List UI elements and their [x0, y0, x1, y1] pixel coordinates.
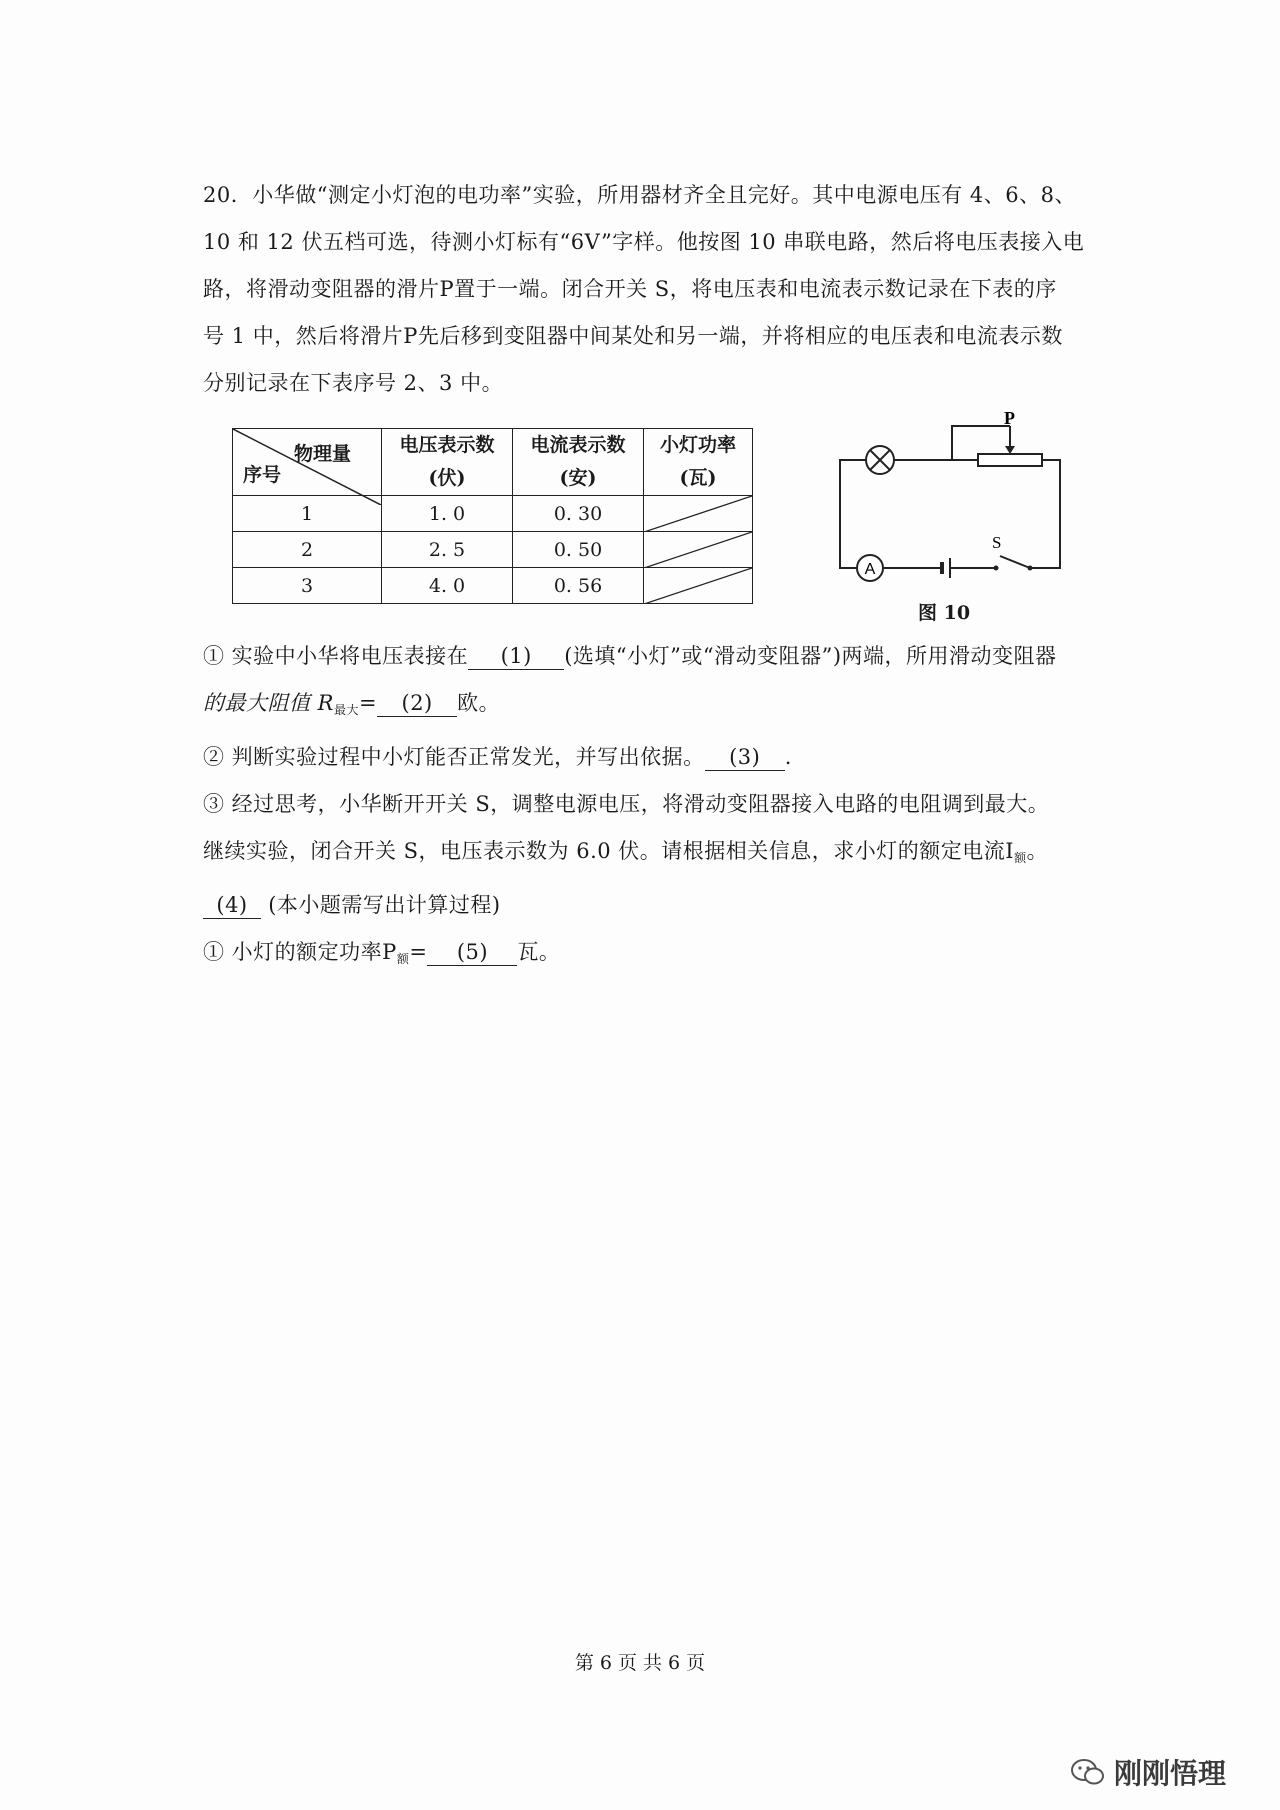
intro-line: 20．小华做“测定小灯泡的电功率”实验，所用器材齐全且完好。其中电源电压有 4、6、8、 — [203, 183, 1076, 207]
table-row — [233, 568, 753, 604]
table-header-row — [233, 429, 753, 496]
q3-note: (本小题需写出计算过程) — [268, 893, 501, 917]
answer-blank-5: (5) — [427, 939, 517, 966]
row-power-empty — [644, 496, 753, 532]
intro-line: 路，将滑动变阻器的滑片P置于一端。闭合开关 S，将电压表和电流表示数记录在下表的序 — [203, 277, 1057, 301]
row-current: 0. 30 — [513, 496, 644, 532]
question-3-answer — [203, 882, 1103, 929]
question-3: ③ 经过思考，小华断开开关 S，调整电源电压，将滑动变阻器接入电路的电阻调到最大。 — [203, 792, 1050, 816]
answer-blank-1: (1) — [468, 643, 564, 670]
header-power — [644, 429, 753, 496]
corner-label-index: 序号 — [243, 464, 282, 486]
row-index: 1 — [233, 496, 382, 532]
question-1 — [203, 633, 1103, 680]
header-unit: (瓦) — [679, 467, 717, 489]
subscript: 额 — [396, 952, 410, 966]
header-unit: (安) — [559, 467, 597, 489]
subscript: 额 — [1014, 851, 1027, 865]
intro-line: 分别记录在下表序号 2、3 中。 — [203, 371, 504, 395]
header-line: 电压表示数 — [399, 434, 495, 456]
q4-text: = — [409, 940, 428, 964]
row-index: 2 — [233, 532, 382, 568]
row-power-empty — [644, 568, 753, 604]
row-voltage: 2. 5 — [382, 532, 513, 568]
header-voltage — [382, 429, 513, 496]
q3-text: 继续实验，闭合开关 S，电压表示数为 6.0 伏。请根据相关信息，求小灯的额定电流I — [203, 839, 1015, 863]
q4-text: ① 小灯的额定功率P — [203, 940, 397, 964]
ammeter-label: A — [864, 561, 876, 578]
header-current — [513, 429, 644, 496]
q1-text: ① 实验中小华将电压表接在 — [203, 644, 469, 668]
question-2 — [203, 734, 1103, 781]
answer-blank-3: (3) — [705, 744, 785, 771]
answer-blank-4: (4) — [203, 892, 261, 919]
q1-text: 欧。 — [457, 691, 501, 715]
q4-text: 瓦。 — [517, 940, 561, 964]
intro-line: 号 1 中，然后将滑片P先后移到变阻器中间某处和另一端，并将相应的电压表和电流表示数 — [203, 324, 1063, 348]
header-unit: (伏) — [428, 467, 466, 489]
row-voltage: 1. 0 — [382, 496, 513, 532]
header-line: 电流表示数 — [530, 434, 626, 456]
question-4 — [203, 929, 1103, 983]
table-row — [233, 532, 753, 568]
slider-label: P — [1004, 410, 1015, 428]
page-footer: 第 6 页 共 6 页 — [574, 1652, 706, 1674]
row-current: 0. 56 — [513, 568, 644, 604]
q2-text: . — [784, 745, 792, 769]
q2-text: ② 判断实验过程中小灯能否正常发光，并写出依据。 — [203, 745, 705, 769]
question-list — [203, 633, 1103, 983]
subscript: 最大 — [334, 703, 360, 717]
q3-text: 。 — [1026, 839, 1049, 863]
row-voltage: 4. 0 — [382, 568, 513, 604]
intro-line: 10 和 12 伏五档可选，待测小灯标有“6V”字样。他按图 10 串联电路，然后将电压表接入电 — [203, 230, 1085, 254]
table-corner-cell — [233, 429, 382, 496]
rheostat — [978, 454, 1042, 466]
data-table — [232, 428, 753, 604]
question-1-cont — [203, 680, 1103, 734]
watermark-text: 刚刚悟理 — [1114, 1757, 1227, 1790]
row-current: 0. 50 — [513, 532, 644, 568]
watermark — [1070, 1752, 1226, 1792]
q1-text: = — [359, 691, 378, 715]
circuit-diagram — [830, 410, 1070, 590]
row-index: 3 — [233, 568, 382, 604]
corner-label-quantity: 物理量 — [293, 443, 351, 465]
figure-caption: 图 10 — [918, 602, 971, 624]
wechat-icon — [1070, 1757, 1106, 1787]
header-line: 小灯功率 — [659, 434, 736, 456]
row-power-empty — [644, 532, 753, 568]
problem-intro — [203, 172, 1083, 407]
question-3-cont — [203, 828, 1103, 882]
q1-text: 的最大阻值 R — [203, 691, 334, 715]
answer-blank-2: (2) — [377, 690, 457, 717]
q1-text: (选填“小灯”或“滑动变阻器”)两端，所用滑动变阻器 — [564, 644, 1057, 668]
switch-label: S — [992, 533, 1002, 552]
switch — [1000, 556, 1030, 568]
